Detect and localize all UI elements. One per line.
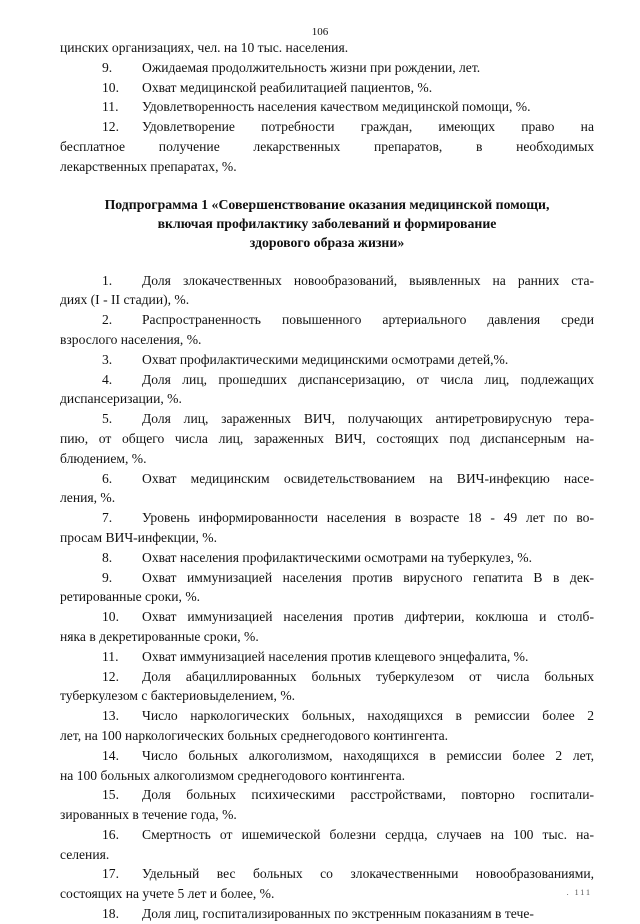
item-text: Удельный вес больных со злокачественными новообразованиями, <box>142 866 594 882</box>
list-item <box>60 271 594 311</box>
item-line <box>60 746 594 766</box>
item-line: пию, от общего числа лиц, зараженных ВИЧ, состоящих под диспансерным на- <box>60 430 594 446</box>
item-number: 1. <box>102 272 113 288</box>
item-text: Доля злокачественных новообразований, выявленных на ранних ста- <box>142 272 594 288</box>
item-number: 4. <box>102 371 113 387</box>
item-line <box>60 568 594 588</box>
item-line: взрослого населения, %. <box>60 331 202 347</box>
item-line: ления, %. <box>60 490 116 506</box>
item-number: 6. <box>102 470 113 486</box>
list-item <box>60 864 594 904</box>
item-line <box>60 825 594 845</box>
item-line: просам ВИЧ-инфекции, %. <box>60 529 218 545</box>
item-number: 5. <box>102 411 113 427</box>
heading-line: здорового образа жизни» <box>249 234 405 250</box>
item-line <box>60 785 594 805</box>
item-line: диспансеризации, %. <box>60 391 182 407</box>
item-line: туберкулезом с бактериовыделением, %. <box>60 688 296 704</box>
list-item <box>60 706 594 746</box>
item-number: 9. <box>102 59 113 75</box>
item-text: Доля лиц, госпитализированных по экстренным показаниям в тече- <box>142 906 534 922</box>
item-text: Число наркологических больных, находящихся в ремиссии более 2 <box>142 708 594 724</box>
item-number: 9. <box>102 569 113 585</box>
item-line <box>60 667 594 687</box>
list-item <box>60 647 594 667</box>
intro-item-9 <box>60 58 594 78</box>
item-line <box>60 864 594 884</box>
item-text: Охват иммунизацией населения против клещевого энцефалита, %. <box>142 648 529 664</box>
item-text: Доля больных психическими расстройствами, повторно госпитали- <box>142 787 594 803</box>
heading-line: Подпрограмма 1 «Совершенствование оказания медицинской помощи, <box>104 196 550 212</box>
item-number: 8. <box>102 549 113 565</box>
item-line: лекарственных препаратах, %. <box>60 158 237 174</box>
list-item <box>60 548 594 568</box>
item-number: 16. <box>102 826 119 842</box>
list-item <box>60 409 594 468</box>
item-text: Охват медицинским освидетельствованием на ВИЧ-инфекцию насе- <box>142 470 594 486</box>
corner-mark: . 111 <box>566 888 592 897</box>
item-line <box>60 310 594 330</box>
list-item <box>60 469 594 509</box>
item-line <box>60 706 594 726</box>
item-line: состоящих на учете 5 лет и более, %. <box>60 886 275 902</box>
item-text: Охват профилактическими медицинскими осмотрами детей,%. <box>142 351 509 367</box>
list-item <box>60 350 594 370</box>
item-number: 7. <box>102 510 113 526</box>
item-number: 15. <box>102 787 119 803</box>
heading-line: включая профилактику заболеваний и формирование <box>157 215 497 231</box>
list-item <box>60 667 594 707</box>
item-number: 17. <box>102 866 119 882</box>
indicator-list <box>60 271 594 924</box>
item-line <box>60 904 594 924</box>
item-number: 18. <box>102 906 119 922</box>
item-number: 13. <box>102 708 119 724</box>
item-line <box>60 370 594 390</box>
item-text: Доля абациллированных больных туберкулезом от числа больных <box>142 668 594 684</box>
list-item <box>60 904 594 924</box>
item-text: Охват медицинской реабилитацией пациентов, %. <box>142 79 433 95</box>
list-item <box>60 825 594 865</box>
subprogram-heading <box>60 195 594 252</box>
item-text: Уровень информированности населения в возрасте 18 - 49 лет по во- <box>142 510 594 526</box>
item-line <box>60 647 594 667</box>
continuation-line: цинских организациях, чел. на 10 тыс. населения. <box>60 40 349 55</box>
item-line <box>60 548 594 568</box>
item-text: Ожидаемая продолжительность жизни при рождении, лет. <box>142 59 481 75</box>
item-number: 11. <box>102 648 119 664</box>
item-line <box>60 117 594 137</box>
item-text: Смертность от ишемической болезни сердца, случаев на 100 тыс. на- <box>142 826 594 842</box>
intro-item-12 <box>60 117 594 176</box>
list-item <box>60 508 594 548</box>
item-line: бесплатное получение лекарственных препаратов, в необходимых <box>60 138 594 154</box>
item-number: 2. <box>102 312 113 328</box>
list-item <box>60 310 594 350</box>
item-number: 14. <box>102 747 119 763</box>
list-item <box>60 370 594 410</box>
list-item <box>60 785 594 825</box>
item-line: ретированные сроки, %. <box>60 589 201 605</box>
list-item <box>60 568 594 608</box>
item-text: Удовлетворенность населения качеством медицинской помощи, %. <box>142 99 531 115</box>
item-number: 11. <box>102 99 119 115</box>
item-number: 3. <box>102 351 113 367</box>
item-text: Охват иммунизацией населения против вирусного гепатита В в дек- <box>142 569 594 585</box>
item-number: 10. <box>102 609 119 625</box>
item-line: на 100 больных алкоголизмом среднегодового контингента. <box>60 767 406 783</box>
document-body <box>60 38 594 924</box>
item-text: Доля лиц, прошедших диспансеризацию, от числа лиц, подлежащих <box>142 371 594 387</box>
item-text: Доля лиц, зараженных ВИЧ, получающих антиретровирусную тера- <box>142 411 594 427</box>
item-number: 10. <box>102 79 119 95</box>
item-text: Число больных алкоголизмом, находящихся в ремиссии более 2 лет, <box>142 747 594 763</box>
item-text: Удовлетворение потребности граждан, имеющих право на <box>142 119 594 135</box>
item-line <box>60 508 594 528</box>
list-item <box>60 746 594 786</box>
item-number: 12. <box>102 119 119 135</box>
intro-item-10 <box>60 78 594 98</box>
page-number: 106 <box>311 26 329 38</box>
item-line <box>60 607 594 627</box>
item-line: селения. <box>60 846 110 862</box>
item-number: 12. <box>102 668 119 684</box>
item-line: диях (I - II стадии), %. <box>60 292 190 308</box>
list-item <box>60 607 594 647</box>
item-text: Охват населения профилактическими осмотрами на туберкулез, %. <box>142 549 532 565</box>
item-text: Распространенность повышенного артериального давления среди <box>142 312 594 328</box>
item-line: блюдением, %. <box>60 450 147 466</box>
item-line: няка в декретированные сроки, %. <box>60 628 259 644</box>
item-line <box>60 409 594 429</box>
item-line: лет, на 100 наркологических больных среднегодового контингента. <box>60 727 449 743</box>
item-line: зированных в течение года, %. <box>60 807 237 823</box>
item-text: Охват иммунизацией населения против дифтерии, коклюша и столб- <box>142 609 594 625</box>
item-line <box>60 271 594 291</box>
intro-item-11 <box>60 97 594 117</box>
item-line <box>60 350 594 370</box>
item-line <box>60 469 594 489</box>
